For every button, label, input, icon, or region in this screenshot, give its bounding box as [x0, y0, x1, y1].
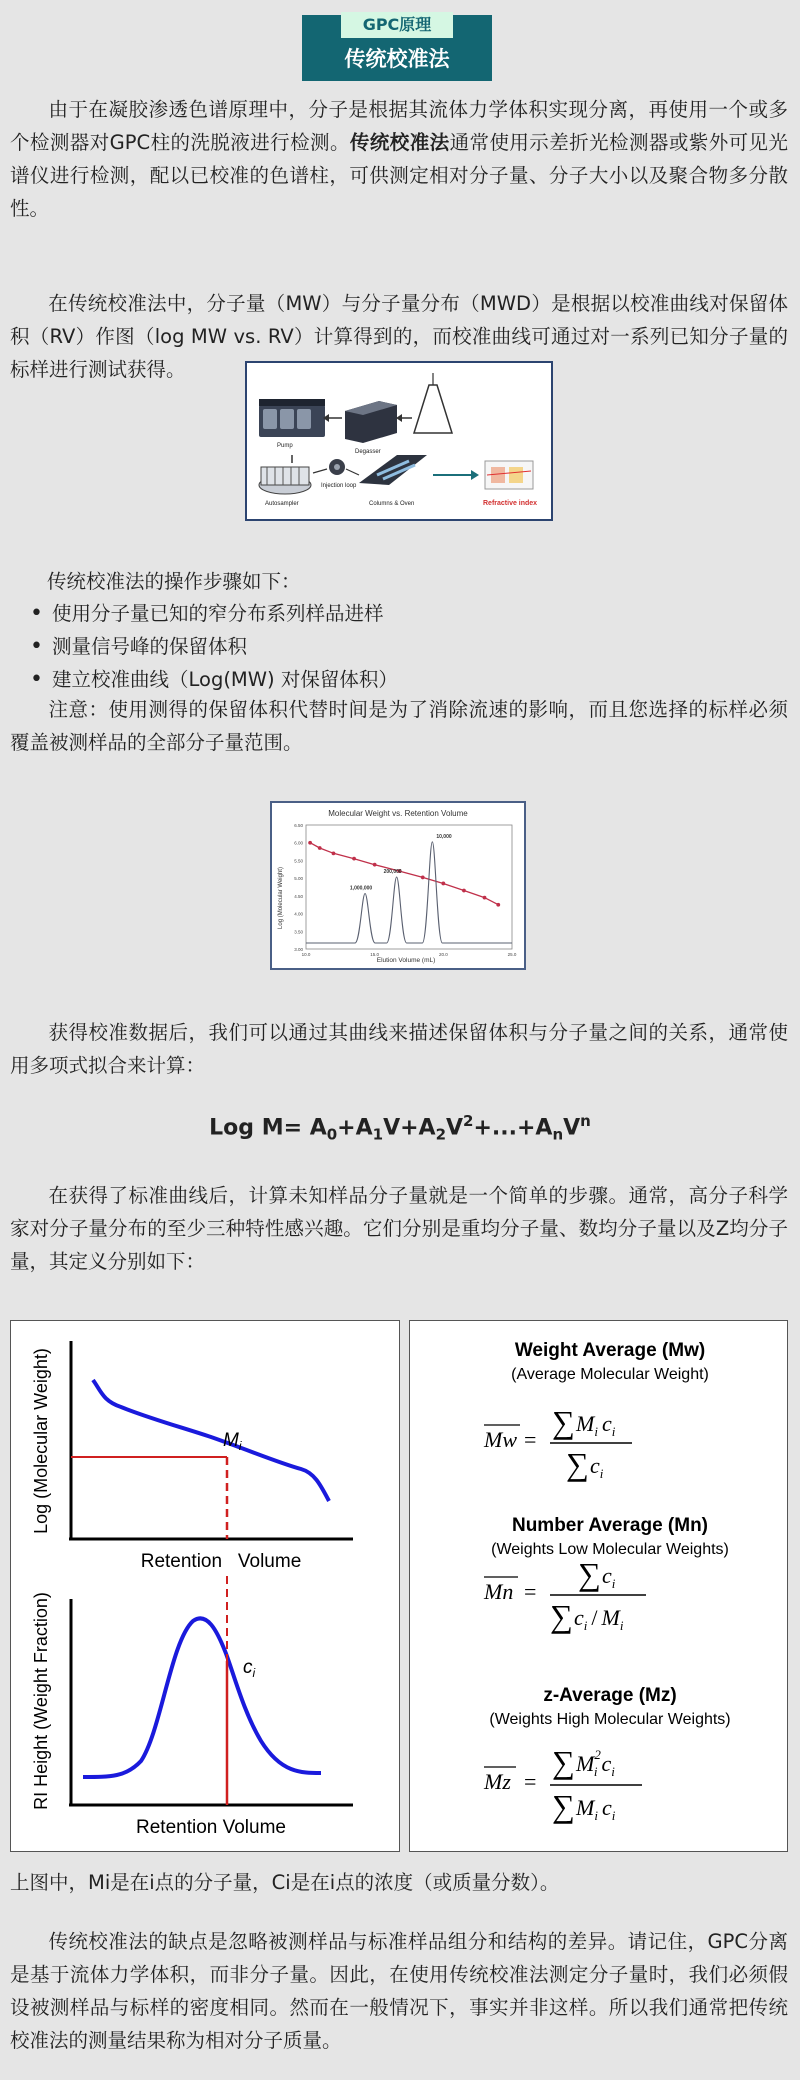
intro-bold-term: 传统校准法	[349, 131, 450, 154]
svg-text:Mw: Mw	[484, 1427, 517, 1452]
svg-text:=: =	[524, 1579, 537, 1604]
formula-lhs: Log M=	[209, 1115, 310, 1141]
steps-list	[30, 597, 398, 696]
chart-y-tick-label: 6.00	[294, 840, 303, 846]
distribution-diagram	[11, 1321, 399, 1851]
chart-y-tick-label: 5.00	[294, 876, 303, 882]
formula-a1-sub: 1	[372, 1125, 384, 1144]
chart-x-tick-label: 20.0	[438, 952, 448, 957]
chart-y-tick-label: 3.00	[294, 947, 303, 952]
injection-loop-label: Injection loop	[321, 483, 357, 489]
chart-y-label: Log (Molecular Weight)	[278, 867, 284, 929]
average-formulas	[410, 1321, 787, 1851]
top-y-label: Log (Molecular Weight)	[31, 1348, 51, 1534]
svg-text:∑: ∑	[578, 1556, 601, 1592]
svg-text:Mici: $M_i$ $c_i$	[576, 1411, 616, 1439]
chart-x-tick-label: 15.0	[370, 952, 380, 957]
svg-text:Mn: Mn	[484, 1579, 514, 1604]
svg-text:Mz: Mz	[484, 1769, 511, 1794]
figure-caption: 上图中，Mi是在i点的分子量，Ci是在i点的浓度（或质量分数）。	[10, 1871, 560, 1894]
chart-x-label: Elution Volume (mL)	[376, 957, 436, 964]
mw-formula	[483, 1404, 632, 1482]
chart-data-point	[332, 851, 336, 855]
svg-text:=: =	[524, 1769, 537, 1794]
formula-v2-sup: 2	[463, 1112, 474, 1130]
averages-text: 在获得了标准曲线后，计算未知样品分子量就是一个简单的步骤。通常，高分子科学家对分子量分布的至少三种特性感兴趣。它们分别是重均分子量、数均分子量以及Z均分子量，其定义分别如下：	[10, 1184, 788, 1273]
steps-note	[10, 693, 788, 759]
gpc-system-diagram	[247, 363, 551, 519]
columns-oven-icon	[359, 455, 427, 485]
formula-an-sub: n	[552, 1125, 564, 1144]
chart-y-tick-label: 3.50	[294, 929, 303, 935]
flow-arrow-head	[471, 470, 479, 480]
list-item: • 使用分子量已知的窄分布系列样品进样	[30, 597, 398, 630]
averages-paragraph	[10, 1179, 788, 1278]
intro-text-2: 在传统校准法中，分子量（MW）与分子量分布（MWD）是根据以校准曲线对保留体积（RV）作图（log MW vs. RV）计算得到的，而校准曲线可通过对一系列已知分子量的标样进行测试获得。	[10, 292, 788, 381]
formula-vn-sup: n	[580, 1112, 591, 1130]
svg-text:∑: ∑	[552, 1404, 575, 1440]
calibration-paragraph	[10, 1016, 788, 1082]
svg-text:=: =	[524, 1427, 537, 1452]
mz-subtitle: (Weights High Molecular Weights)	[489, 1711, 731, 1728]
pump-icon	[259, 399, 325, 437]
solvent-flask-icon	[414, 373, 452, 433]
svg-text:∑: ∑	[566, 1446, 589, 1482]
svg-text:ci: $c_i$	[602, 1563, 616, 1591]
chart-plot-frame	[306, 825, 512, 949]
chart-peak-label: 10,000	[436, 833, 452, 840]
mz-formula	[483, 1744, 642, 1824]
badge-tag: GPC原理	[341, 12, 453, 38]
calibration-chart-figure	[270, 801, 526, 970]
bottom-y-label: RI Height (Weight Fraction)	[31, 1592, 51, 1810]
chart-data-point	[308, 841, 312, 845]
average-formulas-panel	[409, 1320, 788, 1852]
mz-title: z-Average (Mz)	[543, 1685, 677, 1706]
svg-text:∑: ∑	[550, 1598, 573, 1634]
gpc-system-figure	[245, 361, 553, 521]
chart-y-tick-label: 4.00	[294, 911, 303, 917]
distribution-curve	[83, 1618, 321, 1777]
formula-a0: A	[309, 1115, 327, 1141]
svg-text:Mici: $M_i$ $c_i$	[576, 1795, 616, 1823]
mi-label: $M_i$	[223, 1430, 242, 1453]
mn-title: Number Average (Mn)	[511, 1515, 709, 1536]
pump-label: Pump	[277, 443, 293, 449]
chart-data-point	[462, 889, 466, 893]
mn-formula	[483, 1556, 646, 1634]
chart-x-tick-label: 10.0	[301, 952, 311, 957]
formula-a2: V+A	[383, 1115, 436, 1141]
bottom-x-label: Retention Volume	[136, 1817, 286, 1838]
formula-vn: V	[563, 1115, 581, 1141]
autosampler-label: Autosampler	[265, 501, 299, 507]
chart-peak-label: 200,000	[383, 869, 402, 875]
mw-title: Weight Average (Mw)	[514, 1340, 706, 1361]
svg-text:ci: $c_i$	[590, 1453, 604, 1481]
mw-subtitle: (Average Molecular Weight)	[511, 1366, 709, 1383]
chart-y-tick-label: 5.50	[294, 858, 303, 864]
section-title: 传统校准法	[344, 47, 450, 71]
chart-peak-label: 1,000,000	[349, 885, 373, 892]
chart-data-point	[318, 846, 322, 850]
steps-intro: 传统校准法的操作步骤如下：	[47, 570, 301, 593]
top-x-label: Retention Volume	[140, 1551, 302, 1572]
mn-subtitle: (Weights Low Molecular Weights)	[491, 1541, 729, 1558]
chart-title: Molecular Weight vs. Retention Volume	[328, 809, 468, 818]
formula-dots: +...+A	[473, 1115, 553, 1141]
chart-data-point	[352, 857, 356, 861]
chart-y-tick-label: 6.50	[294, 823, 303, 828]
conclusion-paragraph	[10, 1925, 788, 2057]
refractive-index-label: Refractive index	[483, 500, 538, 507]
arrow-line	[313, 469, 327, 473]
svg-text:∑: ∑	[552, 1788, 575, 1824]
list-item: • 建立校准曲线（Log(MW) 对保留体积）	[30, 663, 398, 696]
intro-text-a: 由于在凝胶渗透色谱原理中，分子是根据其流体力学体积实现分离，再使用一个或多个检测器对GPC柱的洗脱液进行检测。	[10, 98, 788, 154]
formula-a1: +A	[337, 1115, 373, 1141]
chart-data-point	[496, 903, 500, 907]
chart-x-tick-label: 25.0	[507, 952, 517, 957]
chart-y-tick-label: 4.50	[294, 893, 303, 899]
steps-note-text: 注意：使用测得的保留体积代替时间是为了消除流速的影响，而且您选择的标样必须覆盖被测样品的全部分子量范围。	[10, 698, 788, 754]
refractive-index-icon	[485, 461, 533, 489]
autosampler-icon	[259, 467, 311, 494]
columns-oven-label: Columns & Oven	[369, 501, 415, 507]
intro-text-b: 通常使用示差折光检测器或紫外可见光谱仪进行检测，配以已校准的色谱柱，可供测定相对分子量、分子大小以及聚合物多分散性。	[10, 131, 788, 220]
polynomial-formula	[0, 1112, 800, 1144]
svg-text:M2ici: $M^2$ i $c_i$	[576, 1747, 615, 1779]
svg-text:ci/Mi: $c_i / M_i$	[574, 1605, 624, 1633]
chart-plot-area	[294, 823, 517, 957]
calibration-text: 获得校准数据后，我们可以通过其曲线来描述保留体积与分子量之间的关系，通常使用多项式拟合来计算：	[10, 1021, 788, 1077]
arrow-line	[346, 469, 359, 475]
ci-label: $c_i$	[243, 1657, 256, 1680]
injection-loop-icon	[329, 459, 345, 475]
formula-v2: V	[446, 1115, 464, 1141]
intro-paragraph-1	[10, 93, 788, 225]
section-badge	[302, 15, 492, 81]
chart-data-point	[483, 896, 487, 900]
distribution-diagram-panel	[10, 1320, 400, 1852]
formula-a2-sub: 2	[435, 1125, 446, 1144]
calibration-chart	[272, 803, 524, 968]
conclusion-text: 传统校准法的缺点是忽略被测样品与标准样品组分和结构的差异。请记住，GPC分离是基于流体力学体积，而非分子量。因此，在使用传统校准法测定分子量时，我们必须假设被测样品与标样的密度相同。然而在一般情况下，事实并非这样。所以我们通常把传统校准法的测量结果称为相对分子质量。	[10, 1930, 788, 2052]
list-item: • 测量信号峰的保留体积	[30, 630, 398, 663]
degasser-label: Degasser	[355, 449, 381, 455]
chart-data-point	[421, 876, 425, 880]
degasser-icon	[345, 401, 397, 443]
svg-text:∑: ∑	[552, 1744, 575, 1780]
formula-a0-sub: 0	[326, 1125, 338, 1144]
chart-data-point	[373, 863, 377, 867]
chart-data-point	[441, 882, 445, 886]
calibration-curve	[93, 1380, 329, 1501]
